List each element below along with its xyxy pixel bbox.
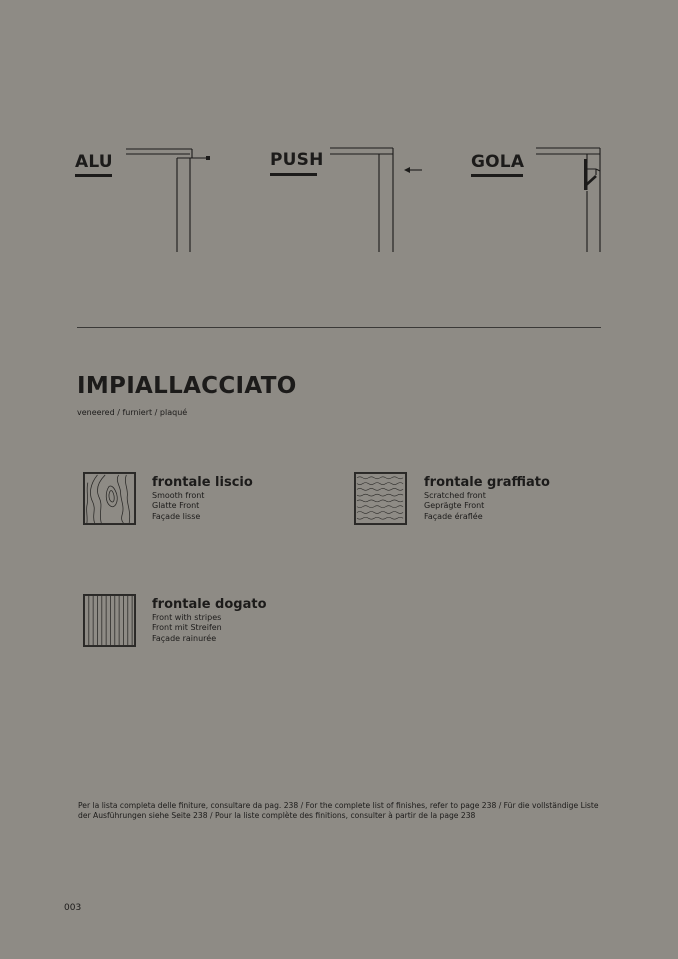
finish-fr: Façade lisse xyxy=(152,511,201,521)
section-divider xyxy=(77,327,601,328)
finish-name: frontale graffiato xyxy=(424,475,550,490)
push-profile-icon xyxy=(325,145,435,255)
label-underline xyxy=(471,174,523,177)
system-gola xyxy=(471,152,524,177)
system-alu xyxy=(75,152,113,177)
finish-text xyxy=(424,475,550,522)
finish-name: frontale dogato xyxy=(152,597,267,612)
finish-name: frontale liscio xyxy=(152,475,253,490)
finish-de: Glatte Front xyxy=(152,501,200,511)
finish-graffiato xyxy=(354,472,407,525)
finish-en: Front with stripes xyxy=(152,613,222,622)
page-number: 003 xyxy=(64,903,82,913)
gola-profile-icon xyxy=(530,145,610,255)
wood-grain-icon xyxy=(83,472,136,525)
system-label: PUSH xyxy=(270,150,324,170)
finishes-note: Per la lista completa delle finiture, consultare da pag. 238 / For the complete list of finishes, refer to page 238 / Für die vollständige Liste der Ausführungen siehe Seite 238 / Pour la liste complète des finitions, consulter à partir de la page 238 xyxy=(78,801,599,820)
stripes-icon xyxy=(83,594,136,647)
finish-text xyxy=(152,597,267,644)
label-underline xyxy=(75,174,112,177)
finish-en: Smooth front xyxy=(152,491,205,500)
finish-text xyxy=(152,475,253,522)
finish-fr: Façade rainurée xyxy=(152,633,217,643)
system-label: GOLA xyxy=(471,152,525,172)
system-push xyxy=(270,150,324,176)
section-subtitle: veneered / furniert / plaqué xyxy=(77,408,188,417)
finish-dogato xyxy=(83,594,136,647)
alu-profile-icon xyxy=(120,145,220,255)
label-underline xyxy=(270,173,317,176)
finish-liscio xyxy=(83,472,136,525)
finish-en: Scratched front xyxy=(424,491,486,500)
scratched-texture-icon xyxy=(354,472,407,525)
section-title: IMPIALLACCIATO xyxy=(77,373,297,399)
finish-de: Geprägte Front xyxy=(424,501,485,511)
system-label: ALU xyxy=(75,152,113,172)
finish-de: Front mit Streifen xyxy=(152,623,222,633)
finish-fr: Façade éraflée xyxy=(424,511,483,521)
